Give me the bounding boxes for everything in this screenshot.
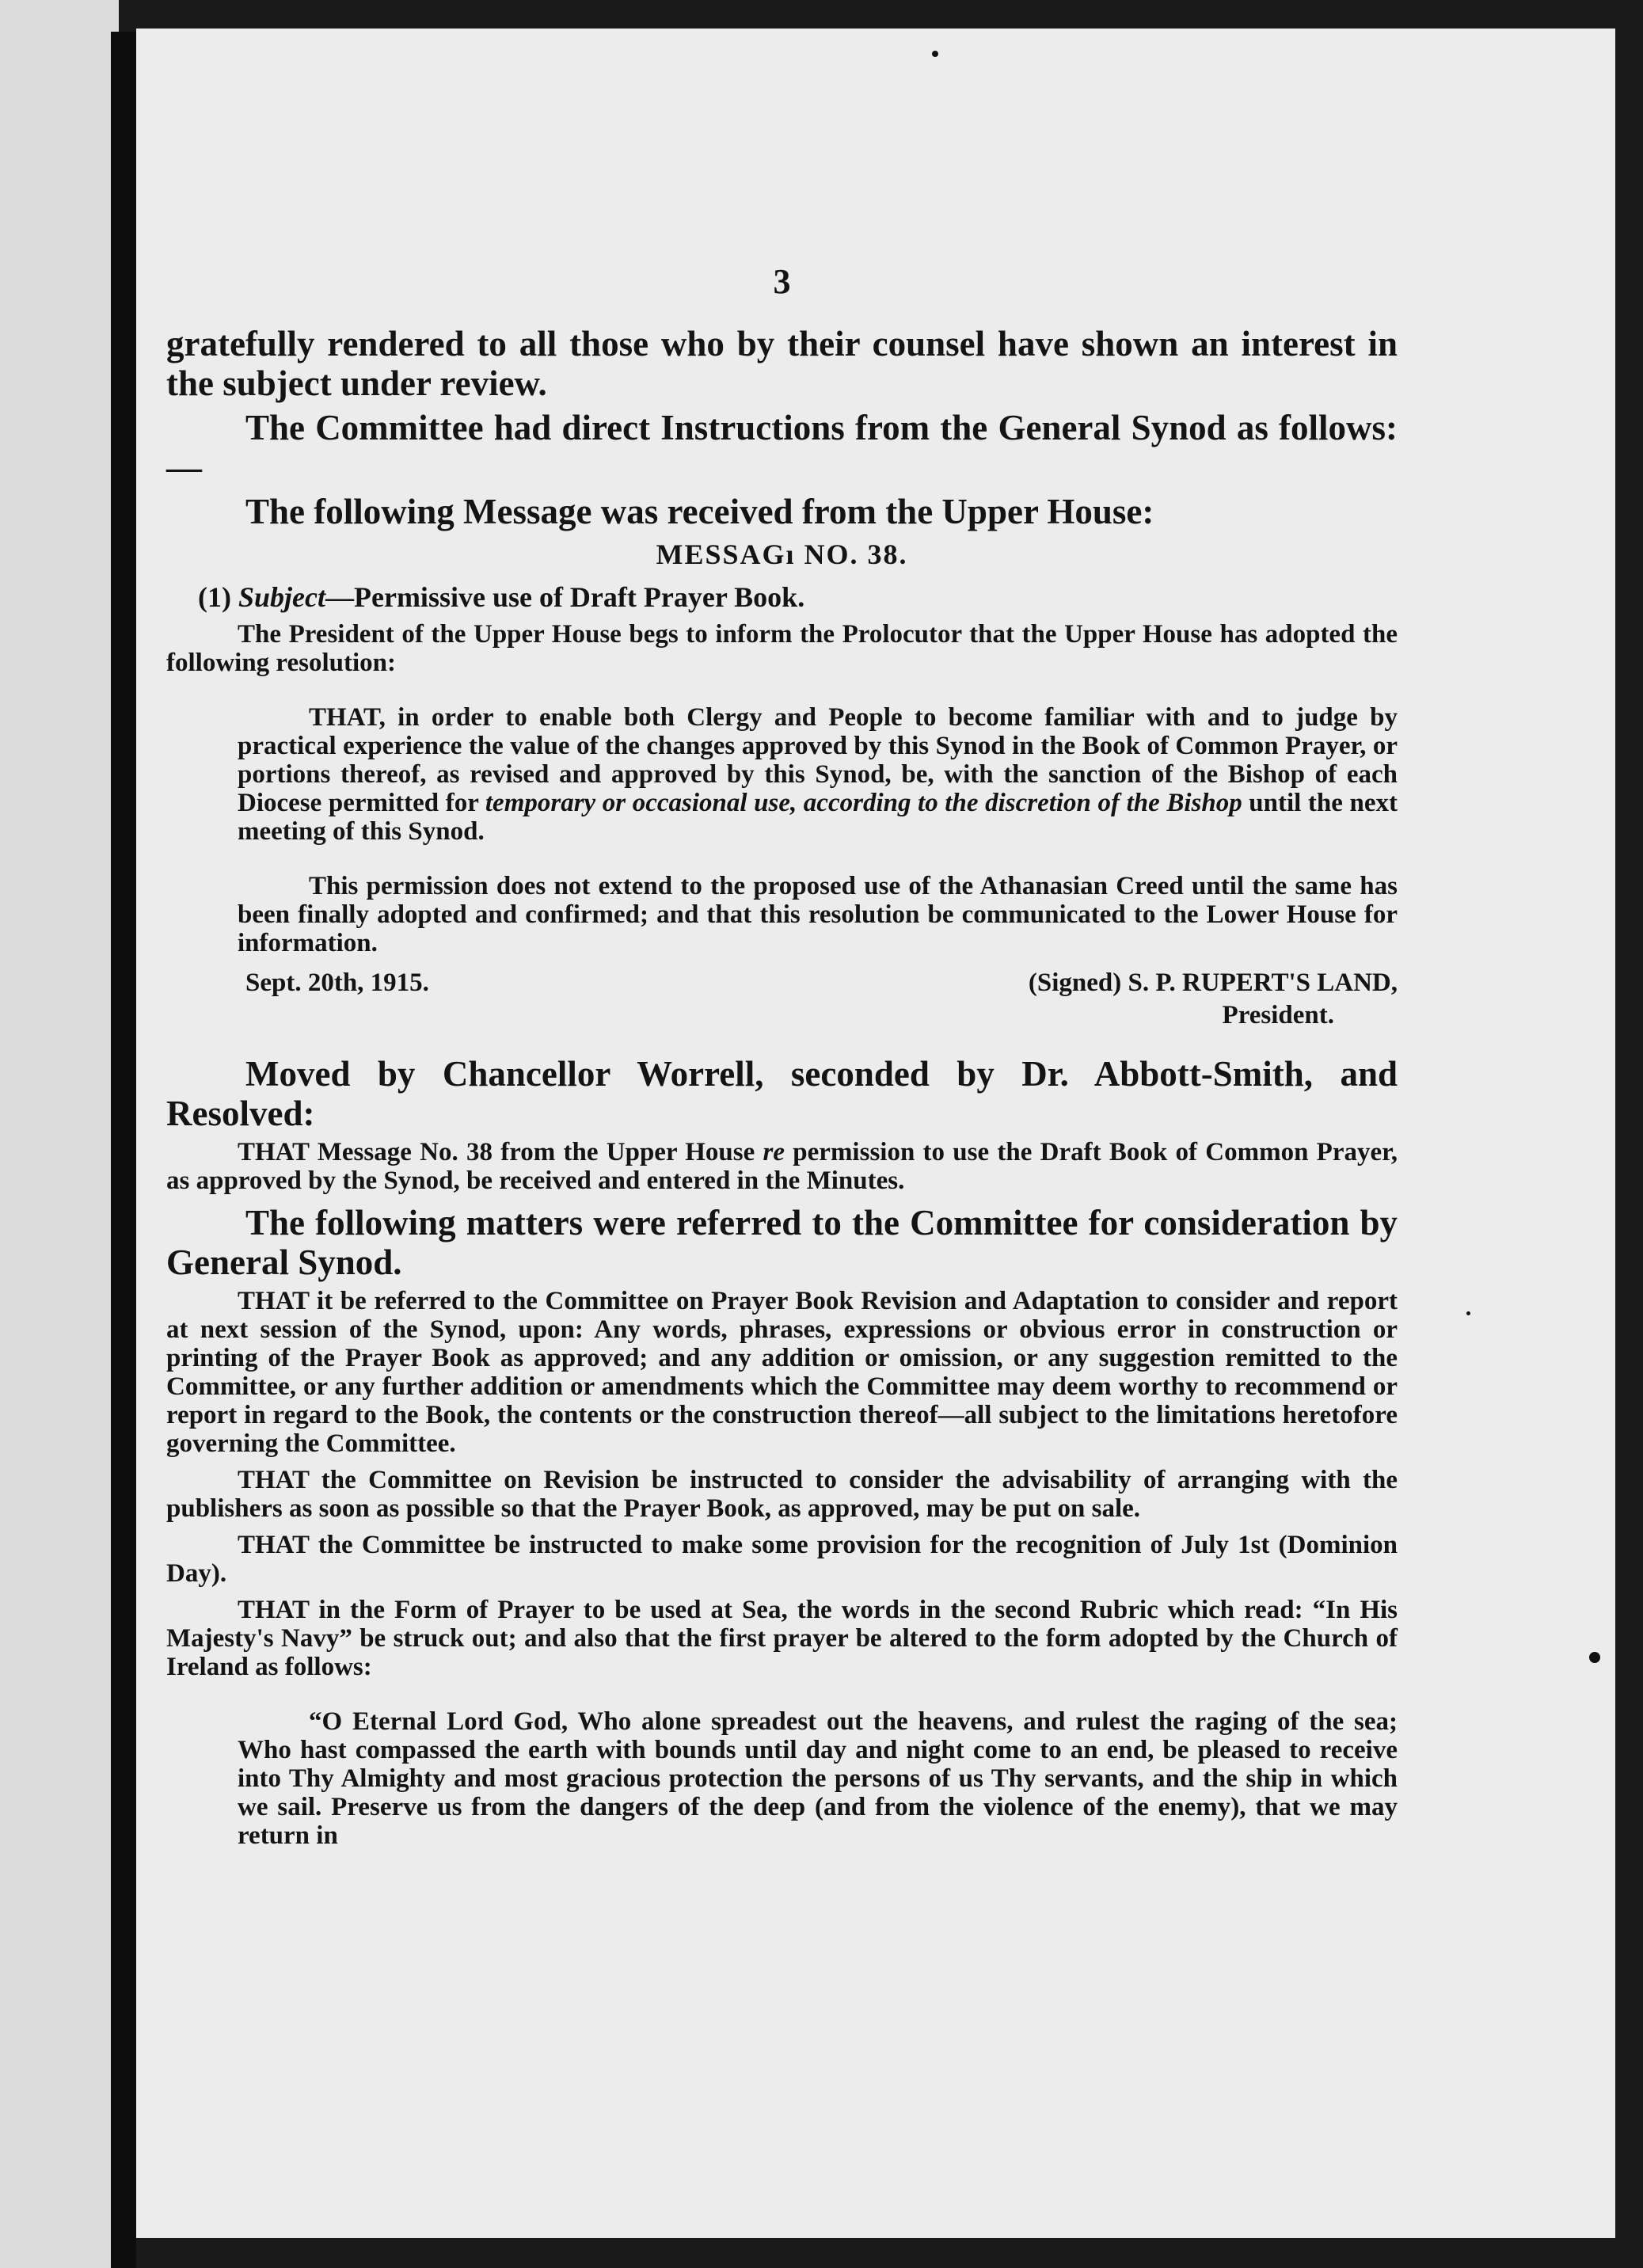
subject-line (198, 580, 1398, 614)
permission-text: This permission does not extend to the proposed use of the Athanasian Creed until the same has been finally adopted and confirmed; and that this resolution be communicated to the Lower House for information. (238, 872, 1398, 957)
resolution-received-italic: re (763, 1138, 785, 1166)
resolution-received (166, 1138, 1398, 1195)
page-content (166, 261, 1398, 1858)
scan-left-margin (0, 0, 119, 2268)
paragraph-opening: gratefully rendered to all those who by their counsel have shown an interest in the subject under review. (166, 324, 1398, 403)
prayer-text: “O Eternal Lord God, Who alone spreadest out the heavens, and rulest the raging of the sea; Who hast compassed the earth with bounds until day and night come to an end, be pleased to receive into Thy Almighty and most gracious protection the persons of us Thy servants, and the ship in which we sail. Preserve us from the dangers of the deep (and from the violence of the enemy), that we may return in (238, 1707, 1398, 1850)
matter-item: THAT the Committee on Revision be instructed to consider the advisability of arranging with the publishers as soon as possible so that the Prayer Book, as approved, may be put on sale. (166, 1466, 1398, 1523)
moved-by: Moved by Chancellor Worrell, seconded by Dr. Abbott-Smith, and Resolved: (166, 1054, 1398, 1133)
message-heading: MESSAGı NO. 38. (656, 538, 908, 570)
resolution-text-end: until the next meeting of this Synod. (238, 789, 1398, 846)
scan-speck (1466, 1311, 1470, 1315)
subject-number: (1) (198, 581, 231, 613)
subject-text: —Permissive use of Draft Prayer Book. (325, 581, 805, 613)
page-number: 3 (773, 262, 791, 301)
scan-speck (1589, 1652, 1600, 1663)
resolution-received-end: permission to use the Draft Book of Common Prayer, as approved by the Synod, be received and entered in the Minutes. (166, 1138, 1398, 1195)
resolution-text (238, 703, 1398, 846)
paragraph-instructions: The Committee had direct Instructions from the General Synod as follows:— (166, 408, 1398, 487)
signature-signed: (Signed) S. P. RUPERT'S LAND, (1028, 968, 1398, 997)
scan-speck (932, 51, 938, 57)
matter-item: THAT in the Form of Prayer to be used at Sea, the words in the second Rubric which read: “In His Majesty's Navy” be struck out; and also that the first prayer be altered to the form adopted by the Church of Ireland as follows: (166, 1596, 1398, 1681)
signature-title: President. (1222, 1001, 1334, 1029)
resolution-text-italic: temporary or occasional use, according to the discretion of the Bishop (485, 789, 1242, 817)
book-spine-shadow (111, 32, 136, 2268)
subject-label: Subject (238, 581, 325, 613)
signature-date: Sept. 20th, 1915. (245, 968, 429, 997)
matter-item: THAT the Committee be instructed to make some provision for the recognition of July 1st (Dominion Day). (166, 1531, 1398, 1588)
signature-line (245, 968, 1398, 998)
resolution-received-start: THAT Message No. 38 from the Upper House (238, 1138, 763, 1166)
matters-referred: The following matters were referred to the Committee for consideration by General Synod. (166, 1203, 1398, 1282)
paragraph-message-received: The following Message was received from the Upper House: (245, 492, 1154, 531)
matter-item: THAT it be referred to the Committee on Prayer Book Revision and Adaptation to consider and report at next session of the Synod, upon: Any words, phrases, expressions or obvious error in construction or printing of the Prayer Book as approved; and any addition or omission, or any suggestion remitted to the Committee, or any further addition or amendments which the Committee may deem worthy to recommend or report in regard to the Book, the contents or the construction thereof—all subject to the limitations heretofore governing the Committee. (166, 1287, 1398, 1458)
resolution-text-start: THAT, in order to enable both Clergy and People to become familiar with and to judge by practical experience the value of the changes approved by this Synod in the Book of Common Prayer, or portions thereof, as revised and approved by this Synod, be, with the sanction of the Bishop of each Diocese permitted for (238, 703, 1398, 817)
resolution-intro: The President of the Upper House begs to inform the Prolocutor that the Upper House has adopted the following resolution: (166, 620, 1398, 677)
